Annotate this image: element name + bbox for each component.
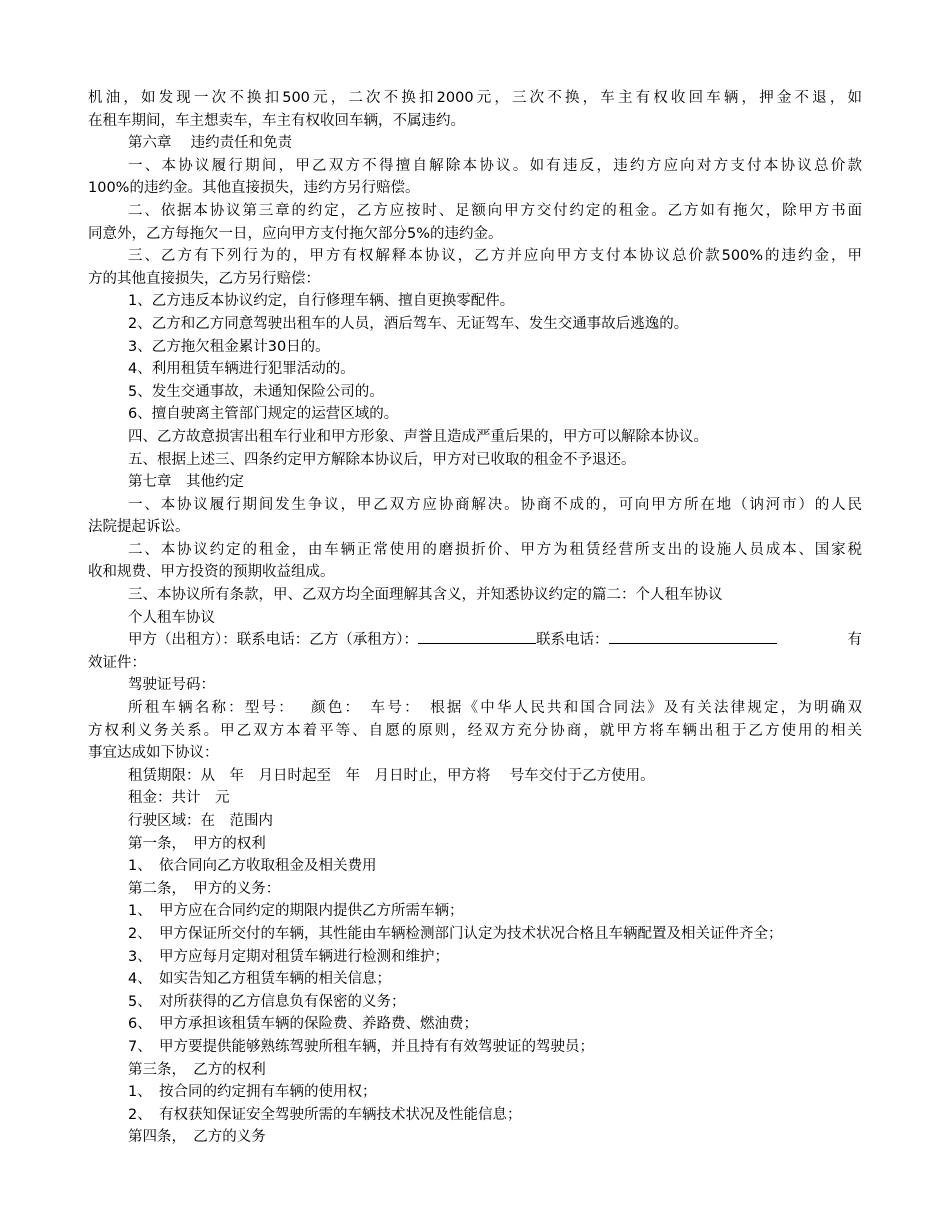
text-fragment: 有 bbox=[847, 632, 862, 649]
text-line: 所租车辆名称：型号： 颜色： 车号： 根据《中华人民共和国合同法》及有关法律规定，为明确双 bbox=[128, 700, 862, 717]
text-line: 同意外，乙方每拖欠一日，应向甲方支付拖欠部分5%的违约金。 bbox=[88, 225, 503, 242]
list-item: 4、 如实告知乙方租赁车辆的相关信息； bbox=[128, 971, 391, 988]
text-line: 驾驶证号码： bbox=[128, 677, 215, 694]
text-line: 一、本协议履行期间，甲乙双方不得擅自解除本协议。如有违反，违约方应向对方支付本协议总价款 bbox=[128, 157, 862, 174]
blank-line bbox=[609, 629, 777, 644]
chapter-heading: 第七章 其他约定 bbox=[128, 474, 244, 491]
chapter-heading: 第六章 违约责任和免责 bbox=[128, 135, 293, 152]
list-item: 3、 甲方应每月定期对租赁车辆进行检测和维护； bbox=[128, 948, 449, 965]
text-line: 法院提起诉讼。 bbox=[88, 519, 190, 536]
text-line: 在租车期间，车主想卖车，车主有权收回车辆，不属违约。 bbox=[88, 112, 465, 129]
phone-label: 联系电话： bbox=[536, 632, 609, 649]
text-line: 方的其他直接损失，乙方另行赔偿： bbox=[88, 270, 320, 287]
article-heading: 第二条， 甲方的义务： bbox=[128, 880, 281, 897]
text-line: 行驶区域：在 范围内 bbox=[128, 813, 273, 829]
text-line: 四、乙方故意损害出租车行业和甲方形象、声誉且造成严重后果的，甲方可以解除本协议。 bbox=[128, 428, 708, 445]
list-item: 1、 依合同向乙方收取租金及相关费用 bbox=[128, 858, 377, 875]
text-line: 效证件： bbox=[88, 654, 146, 671]
list-item: 4、利用租赁车辆进行犯罪活动的。 bbox=[128, 361, 355, 378]
text-line: 租金：共计 元 bbox=[128, 790, 230, 807]
section-title: 个人租车协议 bbox=[128, 609, 215, 626]
party-line bbox=[88, 629, 862, 652]
list-item: 7、 甲方要提供能够熟练驾驶所租车辆，并且持有有效驾驶证的驾驶员； bbox=[128, 1038, 594, 1055]
article-heading: 第一条， 甲方的权利 bbox=[128, 835, 266, 852]
text-line: 二、依据本协议第三章的约定，乙方应按时、足额向甲方交付约定的租金。乙方如有拖欠，除甲方书面 bbox=[128, 202, 862, 219]
text-line: 100%的违约金。其他直接损失，违约方另行赔偿。 bbox=[88, 180, 420, 197]
text-line: 机油，如发现一次不换扣500元，二次不换扣2000元，三次不换，车主有权收回车辆，押金不退，如 bbox=[88, 90, 862, 106]
list-item: 2、 有权获知保证安全驾驶所需的车辆技术状况及性能信息； bbox=[128, 1106, 522, 1123]
article-heading: 第四条， 乙方的义务 bbox=[128, 1129, 266, 1146]
list-item: 2、乙方和乙方同意驾驶出租车的人员，酒后驾车、无证驾车、发生交通事故后逃逸的。 bbox=[128, 315, 689, 332]
list-item: 1、 甲方应在合同约定的期限内提供乙方所需车辆； bbox=[128, 903, 464, 920]
text-line: 二、本协议约定的租金，由车辆正常使用的磨损折价、甲方为租赁经营所支出的设施人员成本、国家税 bbox=[128, 541, 862, 558]
list-item: 5、 对所获得的乙方信息负有保密的义务； bbox=[128, 993, 406, 1010]
text-line: 方权利义务关系。甲乙双方本着平等、自愿的原则，经双方充分协商，就甲方将车辆出租于乙方使用的相关 bbox=[88, 722, 862, 739]
article-heading: 第三条， 乙方的权利 bbox=[128, 1061, 266, 1078]
list-item: 1、 按合同的约定拥有车辆的使用权； bbox=[128, 1084, 377, 1101]
list-item: 1、乙方违反本协议约定，自行修理车辆、擅自更换零配件。 bbox=[128, 293, 515, 310]
text-line: 收和规费、甲方投资的预期收益组成。 bbox=[88, 564, 335, 581]
text-line: 事宜达成如下协议： bbox=[88, 745, 219, 762]
list-item: 6、擅自驶离主管部门规定的运营区域的。 bbox=[128, 406, 399, 423]
text-line: 一、本协议履行期间发生争议，甲乙双方应协商解决。协商不成的，可向甲方所在地（讷河市）的人民 bbox=[128, 496, 862, 513]
blank-line bbox=[418, 629, 536, 644]
list-item: 6、 甲方承担该租赁车辆的保险费、养路费、燃油费； bbox=[128, 1016, 478, 1033]
text-line: 三、本协议所有条款，甲、乙双方均全面理解其含义，并知悉协议约定的篇二：个人租车协议 bbox=[128, 587, 723, 604]
list-item: 5、发生交通事故，未通知保险公司的。 bbox=[128, 383, 384, 400]
text-line: 租赁期限：从 年 月日时起至 年 月日时止，甲方将 号车交付于乙方使用。 bbox=[128, 767, 655, 784]
text-line: 五、根据上述三、四条约定甲方解除本协议后，甲方对已收取的租金不予退还。 bbox=[128, 451, 636, 468]
list-item: 2、 甲方保证所交付的车辆，其性能由车辆检测部门认定为技术状况合格且车辆配置及相关证件齐全； bbox=[128, 925, 783, 942]
text-line: 三、乙方有下列行为的，甲方有权解释本协议，乙方并应向甲方支付本协议总价款500%的违约金，甲 bbox=[128, 248, 862, 265]
list-item: 3、乙方拖欠租金累计30日的。 bbox=[128, 338, 330, 355]
party-a-label: 甲方（出租方）：联系电话：乙方（承租方）： bbox=[128, 632, 418, 649]
